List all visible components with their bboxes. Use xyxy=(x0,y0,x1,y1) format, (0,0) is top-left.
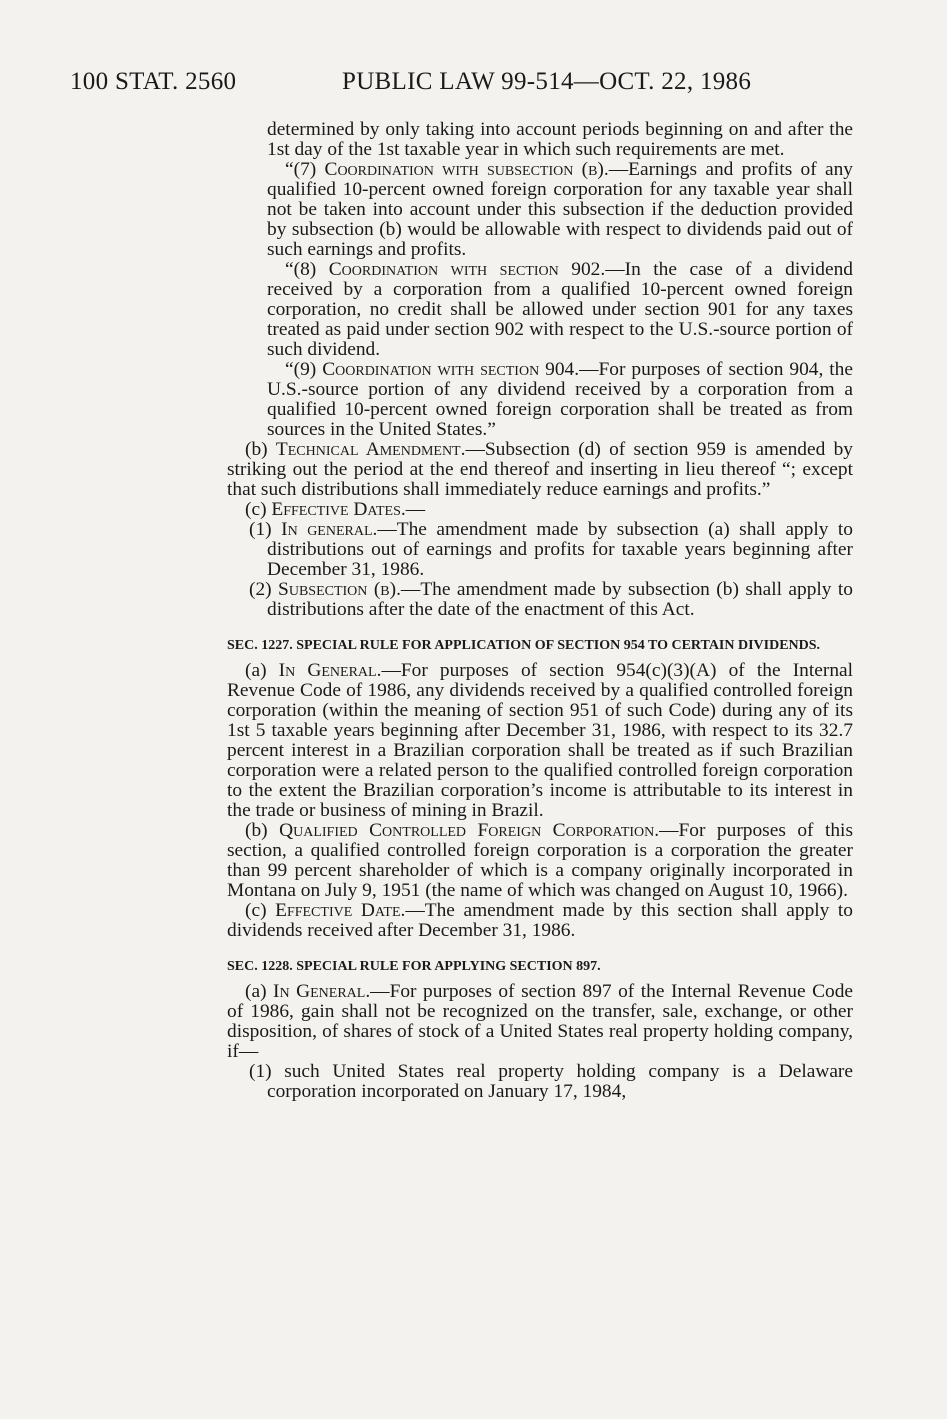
paragraph-heading: Coordination with section 904. xyxy=(322,359,580,380)
subsection-text: —Subsection (d) of section 959 is amended by striking out the period at the end thereof and inserting in lieu thereof “; except that such distributions shall immediately reduce earnings and profits.” xyxy=(227,439,853,500)
subsection-heading: Effective Date. xyxy=(275,900,406,921)
subsection-text: —For purposes of section 954(c)(3)(A) of the Internal Revenue Code of 1986, any dividends received by a qualified controlled foreign corporation (within the meaning of section 951 of such Code) during any of its 1st 5 taxable years beginning after December 31, 1986, with respect to its 32.7 percent interest in a Brazilian corporation shall be treated as if such Brazilian corporation were a related person to the qualified controlled foreign corporation to the extent the Brazilian corporation’s income is attributable to its interest in the trade or business of mining in Brazil. xyxy=(227,660,854,821)
subsection-number: (c) xyxy=(245,499,272,520)
subsection-heading: Effective Dates. xyxy=(271,499,406,520)
subsection-c xyxy=(227,500,853,520)
section-1227-subsection-b xyxy=(227,821,853,901)
paragraph-heading: In general. xyxy=(281,519,378,540)
subsection-number: (b) xyxy=(245,439,276,460)
document-body xyxy=(227,120,853,1102)
paragraph-1 xyxy=(227,520,853,580)
paragraph-text: —Earnings and profits of any qualified 10-percent owned foreign corporation for any taxable year shall not be taken into account under this subsection if the deduction provided by subsection (b) would be allowable with respect to dividends paid out of such earnings and profits. xyxy=(267,159,853,260)
paragraph-number: (2) xyxy=(249,579,279,600)
paragraph-text: —In the case of a dividend received by a corporation from a qualified 10-percent owned foreign corporation, no credit shall be allowed under section 901 for any taxes treated as paid under section 902 with respect to the U.S.-source portion of such dividend. xyxy=(267,259,853,360)
paragraph-8 xyxy=(227,260,853,360)
paragraph-2 xyxy=(227,580,853,620)
subsection-heading: Qualified Controlled Foreign Corporation. xyxy=(279,820,660,841)
public-law-title: PUBLIC LAW 99-514—OCT. 22, 1986 xyxy=(342,68,752,95)
statute-citation: 100 STAT. 2560 xyxy=(70,68,237,95)
paragraph-number: (1) xyxy=(249,519,282,540)
section-1228-paragraph-1: (1) such United States real property holding company is a Delaware corporation incorporated on January 17, 1984, xyxy=(249,1061,853,1102)
subsection-number: (c) xyxy=(245,900,276,921)
paragraph-heading: Subsection (b). xyxy=(278,579,401,600)
subsection-heading: Technical Amendment. xyxy=(275,439,466,460)
section-1228-heading: SEC. 1228. SPECIAL RULE FOR APPLYING SECTION 897. xyxy=(227,959,601,974)
subsection-number: (a) xyxy=(245,660,279,681)
subsection-number: (b) xyxy=(245,820,280,841)
paragraph-9 xyxy=(227,360,853,440)
section-1227-heading: SEC. 1227. SPECIAL RULE FOR APPLICATION OF SECTION 954 TO CERTAIN DIVIDENDS. xyxy=(227,638,821,653)
paragraph-heading: Coordination with section 902. xyxy=(328,259,606,280)
subsection-text: —For purposes of this section, a qualified controlled foreign corporation is a corporation the greater than 99 percent shareholder of which is a company originally incorporated in Montana on July 9, 1951 (the name of which was changed on August 10, 1966). xyxy=(227,820,853,901)
section-1227-subsection-c xyxy=(227,901,853,941)
subsection-number: (a) xyxy=(245,981,274,1002)
paragraph-7 xyxy=(227,160,853,260)
paragraph-text: —The amendment made by subsection (b) shall apply to distributions after the date of the enactment of this Act. xyxy=(267,579,853,620)
paragraph-heading: Coordination with subsection (b). xyxy=(324,159,609,180)
paragraph-text: —The amendment made by subsection (a) shall apply to distributions out of earnings and profits for taxable years beginning after December 31, 1986. xyxy=(267,519,853,580)
paragraph-number: “(9) xyxy=(285,359,323,380)
paragraph-number: “(8) xyxy=(285,259,329,280)
subsection-heading: In General. xyxy=(273,981,371,1002)
section-1228-subsection-a xyxy=(227,982,853,1062)
paragraph-number: “(7) xyxy=(285,159,325,180)
subsection-text: —The amendment made by this section shall apply to dividends received after December 31, 1986. xyxy=(227,900,853,941)
section-1227-subsection-a xyxy=(227,661,853,821)
paragraph-text: —For purposes of section 904, the U.S.-source portion of any dividend received by a corporation from a qualified 10-percent owned foreign corporation shall be treated as from sources in the United States.” xyxy=(267,359,853,440)
paragraph-continuation: determined by only taking into account periods beginning on and after the 1st day of the 1st taxable year in which such requirements are met. xyxy=(267,119,853,160)
subsection-text: — xyxy=(405,499,426,520)
subsection-heading: In General. xyxy=(278,660,382,681)
subsection-text: —For purposes of section 897 of the Internal Revenue Code of 1986, gain shall not be recognized on the transfer, sale, exchange, or other disposition, of shares of stock of a United States real property holding company, if— xyxy=(227,981,853,1062)
subsection-b xyxy=(227,440,853,500)
